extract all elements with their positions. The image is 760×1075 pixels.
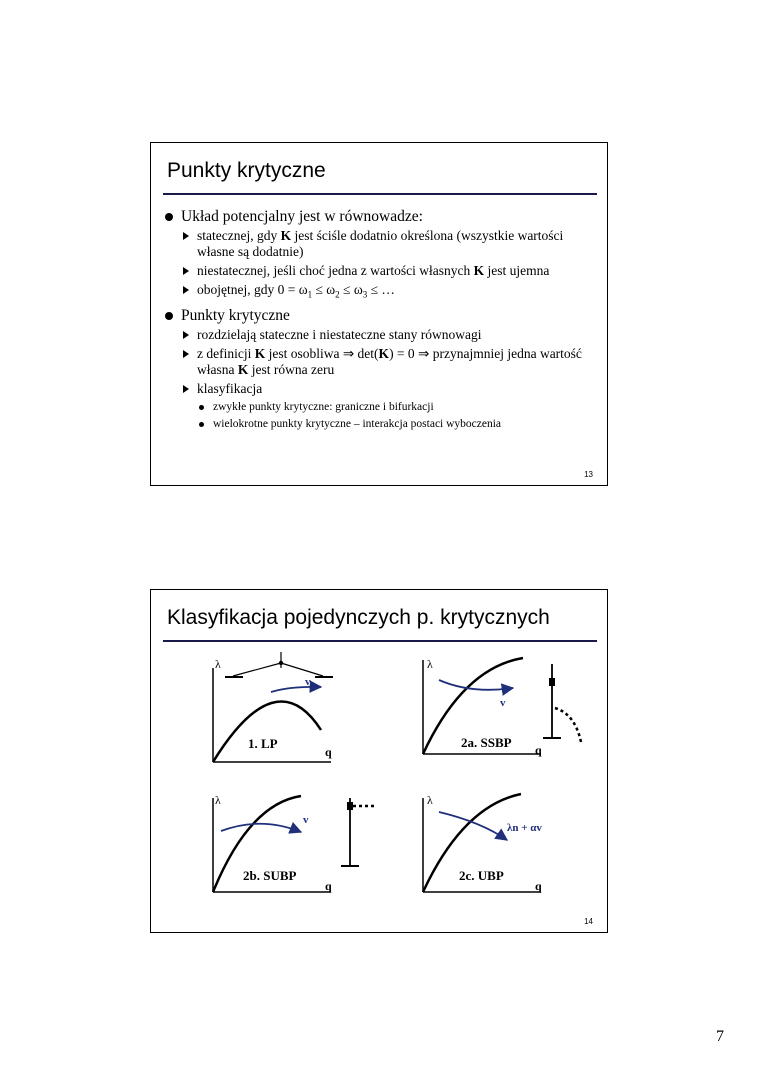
triangle-bullet-icon [183,232,189,240]
title-rule [163,193,597,195]
small-dot-icon [199,422,204,427]
critical-points-diagrams [151,590,607,932]
sub-bullet-separate: rozdzielają stateczne i niestateczne stany równowagi [165,327,597,343]
triangle-bullet-icon [183,286,189,294]
triangle-bullet-icon [183,331,189,339]
q-label: q [535,879,542,893]
equilibrium-path [213,702,321,762]
panel-subp [213,793,377,893]
mode-combination-arrow [439,812,507,840]
panel-label: 1. LP [248,736,278,751]
q-label: q [325,879,332,893]
triangle-bullet-icon [183,385,189,393]
bullet-dot-icon [165,312,173,320]
lambda-label: λ [215,793,221,807]
lambda-label: λ [215,657,221,671]
panel-ubp [423,793,542,893]
page-number: 7 [716,1028,724,1045]
slide-title: Punkty krytyczne [167,159,326,182]
v-label: v [500,697,506,709]
sub-sub-bullet-ordinary: zwykłe punkty krytyczne: graniczne i bifurkacji [165,400,597,415]
bullet-critical-points: Punkty krytyczne [165,306,597,325]
bullet-dot-icon [165,213,173,221]
triangle-bullet-icon [183,267,189,275]
slide-number: 13 [584,470,593,479]
slide-14 [150,589,608,933]
combination-label: λn + αv [507,822,542,834]
triangle-bullet-icon [183,350,189,358]
bullet-equilibrium: Układ potencjalny jest w równowadze: [165,207,597,226]
sub-bullet-definition: z definicji K jest osobliwa ⇒ det(K) = 0 ⇒ przynajmniej jedna wartość własna K jest równa zeru [165,346,597,378]
v-label: v [303,814,309,826]
panel-ssbp [423,657,581,757]
q-label: q [325,745,332,759]
sub-bullet-unstable: niestatecznej, jeśli choć jedna z wartości własnych K jest ujemna [165,263,597,279]
mode-v-arrow [221,824,301,832]
sub-sub-bullet-multiple: wielokrotne punkty krytyczne – interakcja postaci wyboczenia [165,417,597,432]
q-label: q [535,743,542,757]
panel-label: 2c. UBP [459,868,504,883]
sub-bullet-classification: klasyfikacja [165,381,597,397]
lambda-label: λ [427,657,433,671]
truss-icon [225,652,333,677]
small-dot-icon [199,405,204,410]
slide-content [165,207,597,434]
panel-label: 2a. SSBP [461,735,512,750]
panel-lp [213,652,333,762]
column-icon [543,664,581,742]
v-label: v [305,676,311,688]
panel-label: 2b. SUBP [243,868,297,883]
mode-v-arrow [271,687,321,692]
sub-bullet-stable: statecznej, gdy K jest ściśle dodatnio określona (wszystkie wartości własne są dodatnie) [165,228,597,260]
slide-13 [150,142,608,486]
column-icon [341,798,377,866]
slide-title: Klasyfikacja pojedynczych p. krytycznych [167,606,550,629]
sub-bullet-neutral: obojętnej, gdy $0 = \omega_1 \le \omega_2 \le \omega_3$ ≤ … [165,282,597,303]
slide-number: 14 [584,917,593,926]
lambda-label: λ [427,793,433,807]
